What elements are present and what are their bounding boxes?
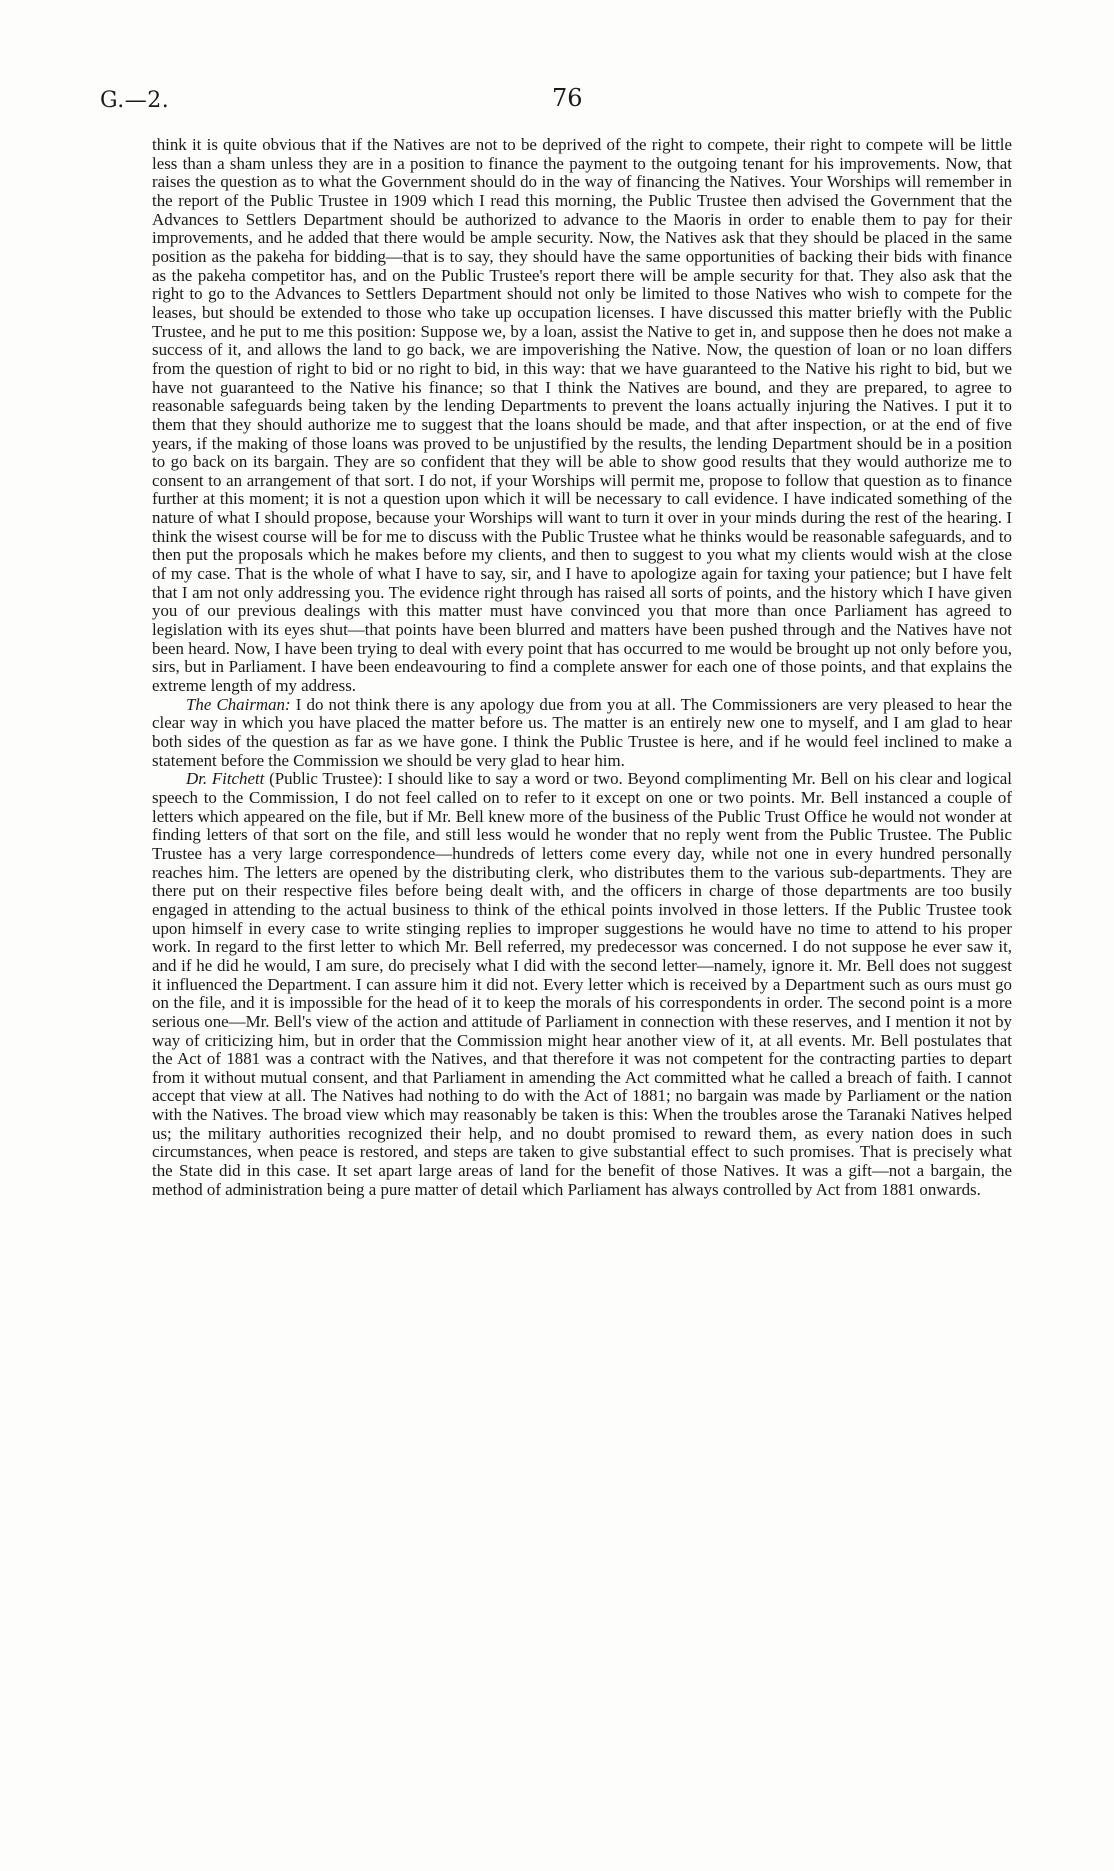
- document-code: G.—2.: [100, 88, 170, 113]
- body-text: [152, 136, 1012, 1199]
- paragraph-continuation: [152, 136, 1012, 696]
- paragraph-chairman: [152, 696, 1012, 771]
- paragraph-text: (Public Trustee): I should like to say a word or two. Beyond complimenting Mr. Bell on his clear and logical speech to the Commission, I do not feel called on to refer to it except on one or two points. Mr. Bell instanced a couple of letters which appeared on the file, but if Mr. Bell knew more of the business of the Public Trust Office he would not wonder at finding letters of that sort on the file, and still less would he wonder that no reply went from the Public Trustee. The Public Trustee has a very large correspondence—hundreds of letters come every day, while not one in every hundred personally reaches him. The letters are opened by the distributing clerk, who distributes them to the various sub-departments. They are there put on their respective files before being dealt with, and the officers in charge of those departments are too busily engaged in attending to the actual business to think of the ethical points involved in those letters. If the Public Trustee took upon himself in every case to write stinging replies to improper suggestions he would have no time to attend to his proper work. In regard to the first letter to which Mr. Bell referred, my predecessor was concerned. I do not suppose he ever saw it, and if he did he would, I am sure, do precisely what I did with the second letter—namely, ignore it. Mr. Bell does not suggest it influenced the Department. I can assure him it did not. Every letter which is received by a Department such as ours must go on the file, and it is impossible for the head of it to keep the morals of his correspondents in order. The second point is a more serious one—Mr. Bell's view of the action and attitude of Parliament in connection with these reserves, and I mention it not by way of criticizing him, but in order that the Commission might hear another view of it, at all events. Mr. Bell postulates that the Act of 1881 was a contract with the Natives, and that therefore it was not competent for the contracting parties to depart from it without mutual consent, and that Parliament in amending the Act committed what he called a breach of faith. I cannot accept that view at all. The Natives had nothing to do with the Act of 1881; no bargain was made by Parliament or the nation with the Natives. The broad view which may reasonably be taken is this: When the troubles arose the Taranaki Natives helped us; the military authorities recognized their help, and no doubt promised to reward them, as every nation does in such circumstances, when peace is restored, and steps are taken to give substantial effect to such promises. That is precisely what the State did in this case. It set apart large areas of land for the benefit of those Natives. It was a gift—not a bargain, the method of administration being a pure matter of detail which Parliament has always controlled by Act from 1881 onwards.: [152, 769, 1012, 1199]
- page-header: [100, 84, 1020, 122]
- paragraph-text: I do not think there is any apology due from you at all. The Commissioners are very pleased to hear the clear way in which you have placed the matter before us. The matter is an entirely new one to myself, and I am glad to hear both sides of the question as far as we have gone. I think the Public Trustee is here, and if he would feel inclined to make a statement before the Commission we should be very glad to hear him.: [152, 694, 1012, 770]
- speaker-name: Dr. Fitchett: [186, 769, 265, 789]
- speaker-name: The Chairman:: [186, 694, 291, 714]
- paragraph-text: think it is quite obvious that if the Natives are not to be deprived of the right to compete, their right to compete will be little less than a sham unless they are in a position to finance the payment to the outgoing tenant for his improvements. Now, that raises the question as to what the Government should do in the way of financing the Natives. Your Worships will remember in the report of the Public Trustee in 1909 which I read this morning, the Public Trustee then advised the Government that the Advances to Settlers Department should be authorized to advance to the Maoris in order to enable them to pay for their improvements, and he added that there would be ample security. Now, the Natives ask that they should be placed in the same position as the pakeha for bidding—that is to say, they should have the same opportunities of backing their bids with finance as the pakeha competitor has, and on the Public Trustee's report there will be ample security for that. They also ask that the right to go to the Advances to Settlers Department should not only be limited to those Natives who wish to compete for the leases, but should be extended to those who take up occupation licenses. I have discussed this matter briefly with the Public Trustee, and he put to me this position: Suppose we, by a loan, assist the Native to get in, and suppose then he does not make a success of it, and allows the land to go back, we are impoverishing the Native. Now, the question of loan or no loan differs from the question of right to bid or no right to bid, in this way: that we have guaranteed to the Native his right to bid, but we have not guaranteed to the Native his finance; so that I think the Natives are bound, and they are prepared, to agree to reasonable safeguards being taken by the lending Departments to prevent the loans actually injuring the Natives. I put it to them that they should authorize me to suggest that the loans should be made, and that after inspection, or at the end of five years, if the making of those loans was proved to be unjustified by the results, the lending Department should be in a position to go back on its bargain. They are so confident that they will be able to show good results that they would authorize me to consent to an arrangement of that sort. I do not, if your Worships will permit me, propose to follow that question as to finance further at this moment; it is not a question upon which it will be necessary to call evidence. I have indicated something of the nature of what I should propose, because your Worships will want to turn it over in your minds during the rest of the hearing. I think the wisest course will be for me to discuss with the Public Trustee what he thinks would be reasonable safeguards, and to then put the proposals which he makes before my clients, and then to suggest to you what my clients would wish at the close of my case. That is the whole of what I have to say, sir, and I have to apologize again for taxing your patience; but I have felt that I am not only addressing you. The evidence right through has raised all sorts of points, and the history which I have given you of our previous dealings with this matter must have convinced you that more than once Parliament has agreed to legislation with its eyes shut—that points have been blurred and matters have been pushed through and the Natives have not been heard. Now, I have been trying to deal with every point that has occurred to me would be brought up not only before you, sirs, but in Parliament. I have been endeavouring to find a complete answer for each one of those points, and that explains the extreme length of my address.: [152, 135, 1012, 696]
- page-number: 76: [552, 84, 583, 112]
- paragraph-fitchett: [152, 770, 1012, 1199]
